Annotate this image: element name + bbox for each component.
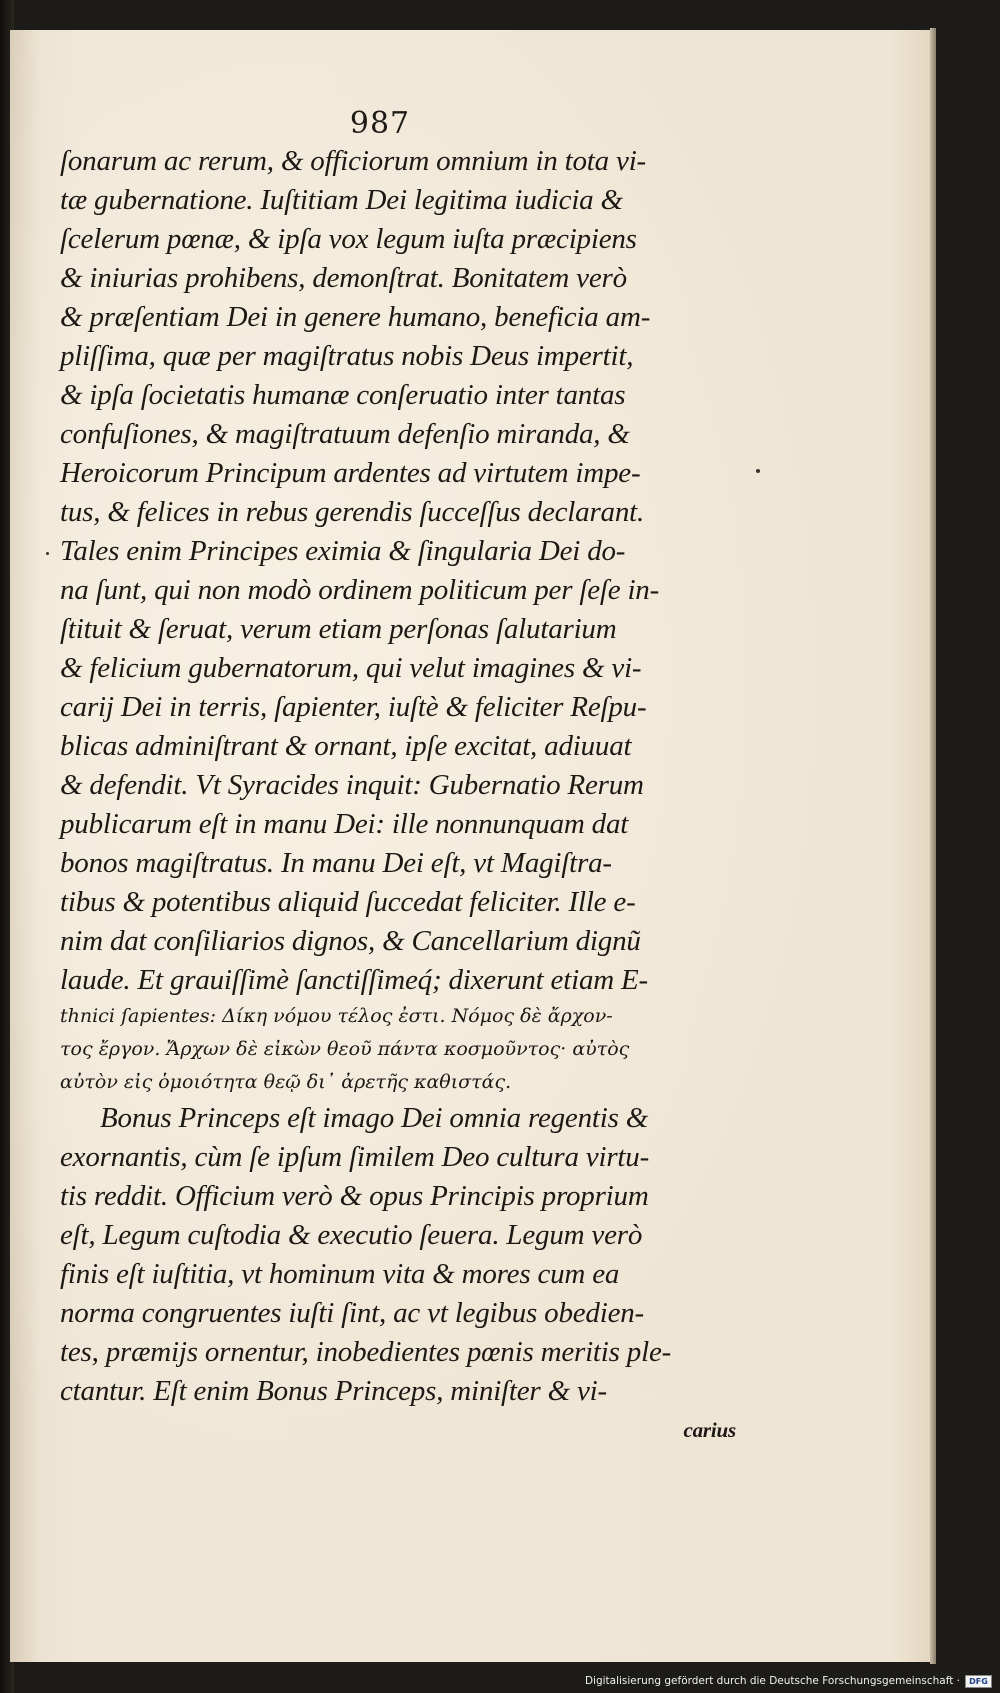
text-line: carij Dei in terris, ſapienter, iuſtè & feliciter Reſpu-: [60, 691, 647, 723]
ink-speck: [46, 552, 49, 555]
text-line: bonos magiſtratus. In manu Dei eſt, vt Magiſtra-: [60, 847, 612, 879]
text-line: tibus & potentibus aliquid ſuccedat feliciter. Ille e-: [60, 886, 636, 918]
text-line: norma congruentes iuſti ſint, ac vt legibus obedien-: [60, 1297, 645, 1329]
text-line: ctantur. Eſt enim Bonus Princeps, miniſter & vi-: [60, 1375, 607, 1407]
text-line: laude. Et grauiſſimè ſanctiſſimeq́; dixerunt etiam E-: [60, 964, 649, 996]
text-line: nim dat conſiliarios dignos, & Cancellarium dignũ: [60, 925, 641, 957]
text-line: tæ gubernatione. Iuſtitiam Dei legitima iudicia &: [60, 184, 623, 216]
page-text: [60, 142, 736, 1450]
text-line: Heroicorum Principum ardentes ad virtutem impe-: [60, 457, 641, 489]
text-line: confuſiones, & magiſtratuum defenſio miranda, &: [60, 418, 630, 450]
text-line: eſt, Legum cuſtodia & executio ſeuera. Legum verò: [60, 1219, 643, 1251]
greek-quote-line: thnici ſapientes: Δίκη νόμου τέλος ἐστι. Νόμος δὲ ἄρχον-: [60, 1005, 613, 1027]
text-line: tes, præmijs ornentur, inobedientes pœnis meritis ple-: [60, 1336, 672, 1368]
text-line: & iniurias prohibens, demonſtrat. Bonitatem verò: [60, 262, 627, 294]
text-line: & defendit. Vt Syracides inquit: Gubernatio Rerum: [60, 769, 644, 801]
page-number: 987: [349, 106, 411, 141]
text-line: exornantis, cùm ſe ipſum ſimilem Deo cultura virtu-: [60, 1141, 650, 1173]
text-line: ſtituit & ſeruat, verum etiam perſonas ſalutarium: [60, 613, 617, 645]
text-line: ſcelerum pœnæ, & ipſa vox legum iuſta præcipiens: [60, 223, 637, 255]
page-edge: [930, 28, 936, 1664]
text-line: & felicium gubernatorum, qui velut imagines & vi-: [60, 652, 642, 684]
text-line: ſonarum ac rerum, & officiorum omnium in tota vi-: [60, 145, 647, 177]
text-line: tus, & felices in rebus gerendis ſucceſſus declarant.: [60, 496, 645, 528]
text-line: na ſunt, qui non modò ordinem politicum per ſeſe in-: [60, 574, 660, 606]
text-line: & ipſa ſocietatis humanæ conſeruatio inter tantas: [60, 379, 626, 411]
text-line: Tales enim Principes eximia & ſingularia Dei do-: [60, 535, 626, 567]
paragraph-first-line: Bonus Princeps eſt imago Dei omnia regentis &: [100, 1102, 649, 1134]
footer-credit: Digitalisierung gefördert durch die Deutsche Forschungsgemeinschaft ·: [584, 1675, 960, 1687]
greek-quote-line: αὐτὸν εἰς ὁμοιότητα θεῷ δι᾽ ἀρετῆς καθιστάς.: [60, 1071, 512, 1093]
text-line: tis reddit. Officium verò & opus Principis proprium: [60, 1180, 649, 1212]
catchword: carius: [683, 1418, 736, 1442]
text-line: finis eſt iuſtitia, vt hominum vita & mores cum ea: [60, 1258, 620, 1290]
text-line: pliſſima, quæ per magiſtratus nobis Deus impertit,: [60, 340, 634, 372]
text-line: & præſentiam Dei in genere humano, beneficia am-: [60, 301, 651, 333]
dfg-logo: DFG: [965, 1675, 992, 1688]
text-line: publicarum eſt in manu Dei: ille nonnunquam dat: [60, 808, 629, 840]
text-line: blicas adminiſtrant & ornant, ipſe excitat, adiuuat: [60, 730, 632, 762]
ink-speck: [756, 469, 760, 473]
greek-quote-line: τος ἔργον. Ἄρχων δὲ εἰκὼν θεοῦ πάντα κοσμοῦντος· αὐτὸς: [60, 1038, 630, 1060]
